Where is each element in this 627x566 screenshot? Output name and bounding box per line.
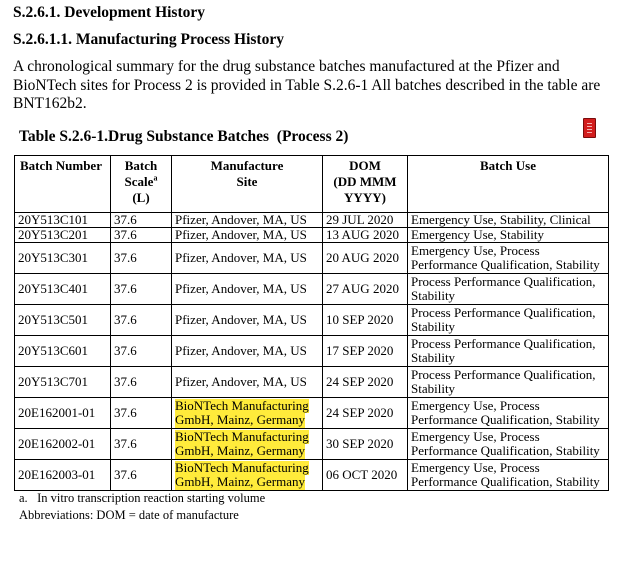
cell-batch-scale: 37.6 bbox=[111, 213, 172, 228]
use-line-1: Emergency Use, Process bbox=[411, 398, 540, 413]
intro-paragraph: A chronological summary for the drug substance batches manufactured at the Pfizer and BioNTech sites for Process 2 is provided in Table S.2.6-1 All batches described in the table are BNT162b2. bbox=[13, 58, 601, 112]
cell-batch-number: 20Y513C501 bbox=[15, 305, 111, 336]
cell-manufacture-site: Pfizer, Andover, MA, US bbox=[172, 228, 323, 243]
header-site-label: Site bbox=[236, 174, 258, 189]
use-line-2: Performance Qualification, Stability bbox=[411, 257, 600, 272]
cell-batch-use bbox=[408, 243, 609, 274]
table-row bbox=[15, 213, 609, 228]
table-caption: Table S.2.6-1.Drug Substance Batches (Process 2) bbox=[19, 128, 349, 145]
header-batch-scale-unit: (L) bbox=[132, 190, 150, 205]
table-row bbox=[15, 367, 609, 398]
cell-batch-use bbox=[408, 305, 609, 336]
cell-dom: 17 SEP 2020 bbox=[323, 336, 408, 367]
cell-batch-use bbox=[408, 398, 609, 429]
cell-manufacture-site: Pfizer, Andover, MA, US bbox=[172, 243, 323, 274]
use-line-1: Emergency Use, Process bbox=[411, 243, 540, 258]
section-heading: S.2.6.1. Development History bbox=[13, 4, 206, 21]
cell-manufacture-site bbox=[172, 398, 323, 429]
site-line-1: BioNTech Manufacturing bbox=[175, 459, 309, 475]
header-batch-number: Batch Number bbox=[15, 156, 111, 213]
site-line-2: GmbH, Mainz, Germany bbox=[175, 412, 305, 427]
use-line-2: Performance Qualification, Stability bbox=[411, 474, 600, 489]
header-dom-format-2: YYYY) bbox=[344, 190, 386, 205]
cell-batch-scale: 37.6 bbox=[111, 429, 172, 460]
cell-dom: 30 SEP 2020 bbox=[323, 429, 408, 460]
cell-batch-number: 20Y513C201 bbox=[15, 228, 111, 243]
header-batch-use: Batch Use bbox=[408, 156, 609, 213]
header-manufacture-site bbox=[172, 156, 323, 213]
cell-batch-number: 20E162002-01 bbox=[15, 429, 111, 460]
cell-batch-use bbox=[408, 367, 609, 398]
use-line-2: Stability bbox=[411, 288, 456, 303]
cell-manufacture-site: Pfizer, Andover, MA, US bbox=[172, 336, 323, 367]
cell-batch-scale: 37.6 bbox=[111, 228, 172, 243]
site-line-2: GmbH, Mainz, Germany bbox=[175, 443, 305, 458]
footnote-marker: a. bbox=[19, 491, 28, 505]
table-row bbox=[15, 398, 609, 429]
use-line-1: Emergency Use, Process bbox=[411, 429, 540, 444]
cell-dom: 06 OCT 2020 bbox=[323, 460, 408, 491]
table-row bbox=[15, 243, 609, 274]
cell-manufacture-site bbox=[172, 429, 323, 460]
use-line-1: Process Performance Qualification, bbox=[411, 305, 596, 320]
table-row bbox=[15, 429, 609, 460]
footnote-text: In vitro transcription reaction starting volume bbox=[37, 491, 266, 505]
cell-dom: 24 SEP 2020 bbox=[323, 367, 408, 398]
header-batch-scale bbox=[111, 156, 172, 213]
header-batch-scale-sup: a bbox=[153, 173, 158, 183]
use-line-1: Process Performance Qualification, bbox=[411, 367, 596, 382]
cell-batch-number: 20Y513C101 bbox=[15, 213, 111, 228]
cell-batch-use bbox=[408, 429, 609, 460]
cell-batch-use bbox=[408, 274, 609, 305]
table-row bbox=[15, 305, 609, 336]
cell-batch-scale: 37.6 bbox=[111, 336, 172, 367]
use-line-2: Stability bbox=[411, 319, 456, 334]
cell-dom: 20 AUG 2020 bbox=[323, 243, 408, 274]
cell-batch-use bbox=[408, 213, 609, 228]
use-line-1: Emergency Use, Process bbox=[411, 460, 540, 475]
cell-dom: 13 AUG 2020 bbox=[323, 228, 408, 243]
cell-manufacture-site: Pfizer, Andover, MA, US bbox=[172, 305, 323, 336]
cell-dom: 24 SEP 2020 bbox=[323, 398, 408, 429]
cell-batch-scale: 37.6 bbox=[111, 460, 172, 491]
cell-batch-use bbox=[408, 336, 609, 367]
site-line-1: BioNTech Manufacturing bbox=[175, 397, 309, 413]
cell-batch-number: 20Y513C401 bbox=[15, 274, 111, 305]
site-line-1: BioNTech Manufacturing bbox=[175, 428, 309, 444]
cell-batch-scale: 37.6 bbox=[111, 274, 172, 305]
use-line-1: Process Performance Qualification, bbox=[411, 336, 596, 351]
cell-batch-scale: 37.6 bbox=[111, 305, 172, 336]
cell-manufacture-site: Pfizer, Andover, MA, US bbox=[172, 213, 323, 228]
cell-batch-number: 20Y513C601 bbox=[15, 336, 111, 367]
table-header-row bbox=[15, 156, 609, 213]
footnote bbox=[19, 491, 265, 506]
cell-batch-scale: 37.6 bbox=[111, 398, 172, 429]
header-dom bbox=[323, 156, 408, 213]
site-line-2: GmbH, Mainz, Germany bbox=[175, 474, 305, 489]
use-line-2: Performance Qualification, Stability bbox=[411, 443, 600, 458]
batches-table bbox=[14, 155, 609, 491]
cell-batch-number: 20E162001-01 bbox=[15, 398, 111, 429]
cell-batch-scale: 37.6 bbox=[111, 367, 172, 398]
header-dom-format-1: (DD MMM bbox=[333, 174, 397, 189]
subsection-heading: S.2.6.1.1. Manufacturing Process History bbox=[13, 31, 284, 48]
cell-batch-scale: 37.6 bbox=[111, 243, 172, 274]
use-line-2: Stability bbox=[411, 381, 456, 396]
comment-note-icon[interactable] bbox=[583, 118, 596, 138]
cell-manufacture-site: Pfizer, Andover, MA, US bbox=[172, 274, 323, 305]
cell-dom: 27 AUG 2020 bbox=[323, 274, 408, 305]
table-row bbox=[15, 336, 609, 367]
cell-batch-use bbox=[408, 460, 609, 491]
use-line-1: Emergency Use, Stability, Clinical bbox=[411, 212, 591, 227]
cell-batch-use bbox=[408, 228, 609, 243]
cell-dom: 10 SEP 2020 bbox=[323, 305, 408, 336]
use-line-1: Process Performance Qualification, bbox=[411, 274, 596, 289]
cell-manufacture-site bbox=[172, 460, 323, 491]
use-line-1: Emergency Use, Stability bbox=[411, 227, 544, 242]
header-manufacture-label: Manufacture bbox=[210, 158, 284, 173]
cell-batch-number: 20Y513C701 bbox=[15, 367, 111, 398]
use-line-2: Performance Qualification, Stability bbox=[411, 412, 600, 427]
abbreviations-note: Abbreviations: DOM = date of manufacture bbox=[19, 508, 239, 522]
header-dom-label: DOM bbox=[349, 158, 381, 173]
table-row bbox=[15, 460, 609, 491]
cell-dom: 29 JUL 2020 bbox=[323, 213, 408, 228]
cell-batch-number: 20E162003-01 bbox=[15, 460, 111, 491]
cell-manufacture-site: Pfizer, Andover, MA, US bbox=[172, 367, 323, 398]
header-batch-scale-label: Batch Scale bbox=[124, 158, 158, 189]
use-line-2: Stability bbox=[411, 350, 456, 365]
cell-batch-number: 20Y513C301 bbox=[15, 243, 111, 274]
table-row bbox=[15, 274, 609, 305]
table-row bbox=[15, 228, 609, 243]
